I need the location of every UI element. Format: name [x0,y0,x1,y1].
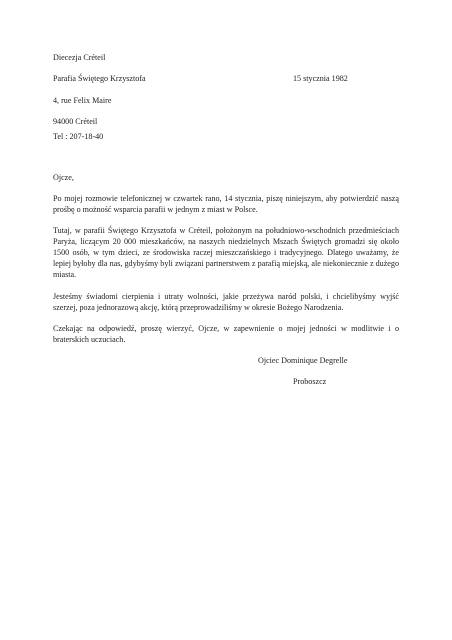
paragraph-2: Tutaj, w parafii Świętego Krzysztofa w Créteil, położonym na południowo-wschodnich przedmieściach Paryża, liczącym 20 000 mieszkańców, na naszych niedzielnych Mszach Świętych gromadzi się około 1500 osób, w tym dzieci, ze środowiska raczej mieszczańskiego i tradycyjnego. Dlatego uważamy, że lepiej byłoby dla nas, gdybyśmy byli związani partnerstwem z parafią miejską, ale niekoniecznie z dużego miasta. [53,226,399,279]
paragraph-3: Jesteśmy świadomi cierpienia i utraty wolności, jakie przeżywa naród polski, i chcielibyśmy wyjść szerzej, poza jednorazową akcję, którą przeprowadziliśmy w okresie Bożego Narodzenia. [53,292,399,312]
paragraph-4: Czekając na odpowiedź, proszę wierzyć, Ojcze, w zapewnienie o mojej jedności w modlitwie i o braterskich uczuciach. [53,324,399,344]
phone-number: Tel : 207-18-40 [53,132,104,141]
paragraph-1: Po mojej rozmowie telefonicznej w czwartek rano, 14 stycznia, piszę niniejszym, aby potwierdzić naszą prośbę o możność wsparcia parafii w jednym z miast w Polsce. [53,194,399,214]
signature-name: Ojciec Dominique Degrelle [258,356,348,365]
parish-line: Parafia Świętego Krzysztofa [53,74,146,83]
letter-date: 15 stycznia 1982 [293,74,348,83]
signature-title: Proboszcz [293,377,327,386]
greeting: Ojcze, [53,173,74,182]
city-address: 94000 Créteil [53,117,98,126]
street-address: 4, rue Felix Maire [53,96,112,105]
diocese-line: Diecezja Créteil [53,53,106,62]
